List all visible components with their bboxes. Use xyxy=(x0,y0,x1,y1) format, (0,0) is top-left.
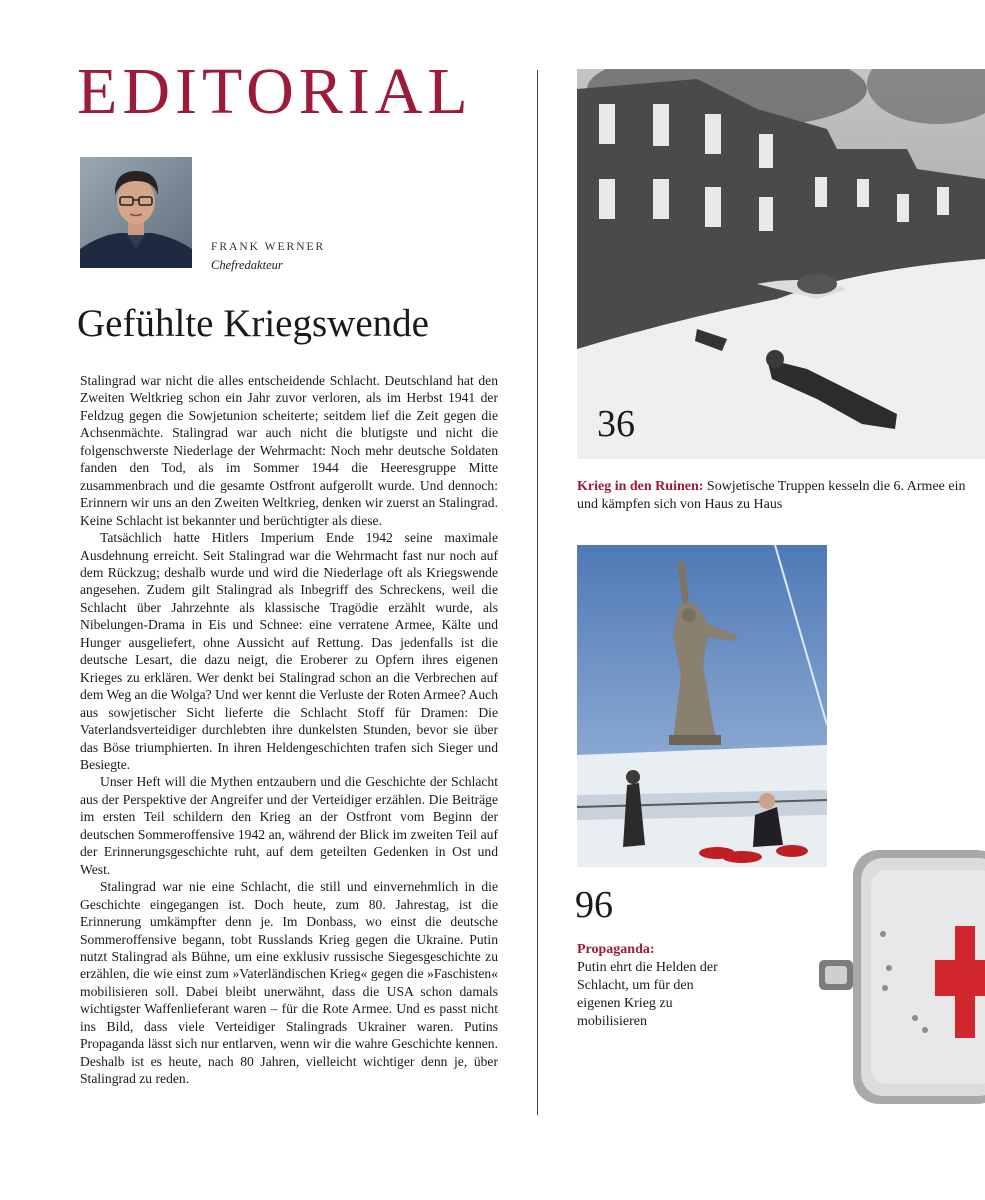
author-name: FRANK WERNER xyxy=(211,241,326,253)
ruins-photo xyxy=(577,69,985,459)
paragraph: Stalingrad war nicht die alles entscheidende Schlacht. Deutschland hat den Zweiten Weltkrieg schon ein Jahr zuvor verloren, als im Herbst 1941 der Feldzug gegen die Sowjetunion scheiterte; seitdem lief die Zeit gegen die Achsenmächte. Stalingrad war auch nicht die blutigste und nicht die folgenschwerste Niederlage der Wehrmacht: Noch mehr deutsche Soldaten fanden den Tod, als im Sommer 1944 die Heeresgruppe Mitte zusammenbrach und die gesamte Ostfront aufgerollt wurde. Und dennoch: Erinnern wir uns an den Zweiten Weltkrieg, denken wir zuerst an Stalingrad. Keine Schlacht ist bekannter und berüchtigter als diese. xyxy=(80,373,498,528)
headline: Gefühlte Kriegswende xyxy=(77,302,429,345)
column-divider xyxy=(537,70,538,1115)
section-title: EDITORIAL xyxy=(77,55,473,128)
teaser-page-number: 96 xyxy=(575,884,613,926)
paragraph: Tatsächlich hatte Hitlers Imperium Ende 1942 seine maximale Ausdehnung erreicht. Seit Stalingrad war die Wehrmacht fast nur noch auf dem Rückzug; deshalb wurde und wird die Niederlage oft als Kriegswende angesehen. Zudem gilt Stalingrad als Inbegriff des Schreckens, weil die Schlacht über Jahrzehnte als klassische Tragödie erzählt wurde, als Nibelungen-Drama in Eis und Schnee: eine verratene Armee, Kälte und Hunger ausgeliefert, ohne Aussicht auf Rettung. Das jedenfalls ist die deutsche Lesart, die dazu neigt, die Eroberer zu Opfern ihres eigenen Krieges zu erklären. Wer denkt bei Stalingrad schon an die Verbrechen auf dem Weg an die Wolga? Und wer kennt die Verluste der Roten Armee? Auch aus sowjetischer Sicht lieferte die Schlacht Stoff für Dramen: Die Vaterlandsverteidiger durchlebten ihre dunkelsten Stunden, bevor sie über das Böse triumphierten. In ihren Heldengeschichten trafen sich Sieger und Besiegte. xyxy=(80,530,498,772)
paragraph: Stalingrad war nie eine Schlacht, die still und einvernehmlich in die Geschichte eingegangen ist. Doch heute, zum 80. Jahrestag, ist die Erinnerung umkämpfter denn je. Im Donbass, wo einst die deutsche Sommeroffensive begann, tobt Russlands Krieg gegen die Ukraine. Putin nutzt Stalingrad als Bühne, um eine exklusiv russische Siegesgeschichte zu erzählen, die wie einst zum »Vaterländischen Krieg« gegen die »Faschisten« mobilisieren soll. Dabei bleibt unerwähnt, dass die USA schon damals wichtigster Waffenlieferant waren – für die Rote Armee. Und es passt nicht ins Bild, dass viele Verteidiger Stalingrads Ukrainer waren. Putins Propaganda lässt sich nur entlarven, wenn wir die wahre Geschichte kennen. Deshalb ist es heute, nach 80 Jahren, vielleicht wichtiger denn je, über Stalingrad zu reden. xyxy=(80,879,498,1087)
teaser-caption xyxy=(577,478,977,514)
teaser-caption xyxy=(577,941,737,1031)
teaser-caption-text: Putin ehrt die Helden der Schlacht, um für den eigenen Krieg zu mobilisieren xyxy=(577,960,718,1029)
teaser-caption-text: Sowjetische Truppen kesseln die 6. Armee ein und kämpfen sich von Haus zu Haus xyxy=(577,479,966,512)
author-role: Chefredakteur xyxy=(211,258,283,272)
teaser-caption-label: Krieg in den Ruinen: xyxy=(577,479,704,494)
paragraph: Unser Heft will die Mythen entzaubern und die Geschichte der Schlacht aus der Perspektive der Angreifer und der Verteidiger erzählen. Die Beiträge im ersten Teil schildern den Krieg an der Ostfront vom Beginn der deutschen Sommeroffensive 1942 an, während der Blick im zweiten Teil auf der Erinnerungsgeschichte ruht, auf dem geteilten Gedenken in Ost und West. xyxy=(80,774,498,877)
monument-photo xyxy=(577,545,827,867)
first-aid-kit-image xyxy=(815,848,985,1108)
teaser-caption-label: Propaganda: xyxy=(577,942,655,957)
author-portrait xyxy=(80,157,192,268)
teaser-page-number: 36 xyxy=(597,403,635,445)
article-body xyxy=(80,372,498,1088)
